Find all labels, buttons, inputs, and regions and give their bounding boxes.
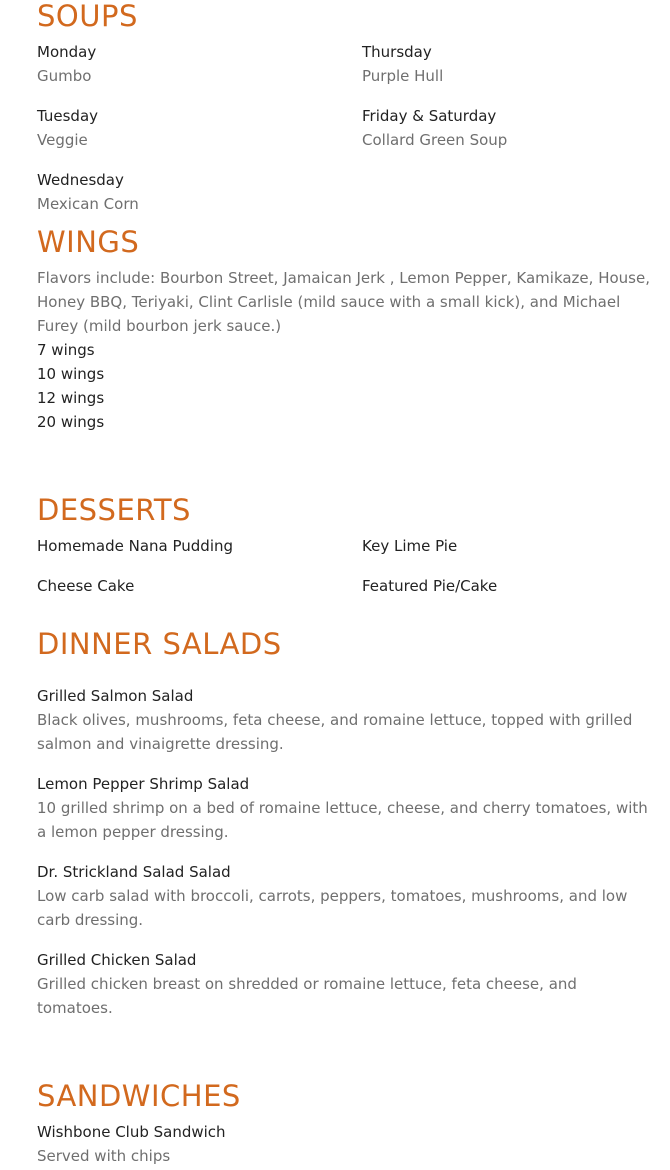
soup-day: Wednesday (37, 171, 124, 189)
soup-name: Gumbo (37, 67, 92, 85)
wings-size-20: 20 wings (37, 413, 105, 431)
dessert-item: Featured Pie/Cake (362, 577, 498, 595)
soup-day: Friday & Saturday (362, 107, 497, 125)
dessert-item: Cheese Cake (37, 577, 135, 595)
wings-size-12: 12 wings (37, 389, 105, 407)
salad-name: Grilled Salmon Salad (37, 687, 194, 705)
wings-heading: WINGS (37, 225, 140, 259)
wings-size-10: 10 wings (37, 365, 105, 383)
dinner-salads-heading: DINNER SALADS (37, 627, 282, 661)
wings-size-7: 7 wings (37, 341, 95, 359)
salad-item-lemon-pepper-shrimp (37, 772, 652, 844)
soup-name: Purple Hull (362, 67, 444, 85)
soup-item-tuesday (37, 104, 347, 152)
salad-item-dr-strickland (37, 860, 652, 932)
soup-item-friday-saturday (362, 104, 662, 152)
salad-item-grilled-chicken (37, 948, 652, 1020)
soup-item-thursday (362, 40, 662, 88)
soup-name: Mexican Corn (37, 195, 139, 213)
soup-name: Collard Green Soup (362, 131, 508, 149)
salad-description: Black olives, mushrooms, feta cheese, and romaine lettuce, topped with grilled salmon and vinaigrette dressing. (37, 711, 633, 753)
salad-description: 10 grilled shrimp on a bed of romaine lettuce, cheese, and cherry tomatoes, with a lemon pepper dressing. (37, 799, 648, 841)
sandwich-item-wishbone-club (37, 1120, 652, 1168)
soups-heading: SOUPS (37, 0, 138, 33)
sandwich-name: Wishbone Club Sandwich (37, 1123, 226, 1141)
desserts-heading: DESSERTS (37, 493, 191, 527)
wings-flavors: Flavors include: Bourbon Street, Jamaican Jerk , Lemon Pepper, Kamikaze, House, Honey BBQ, Teriyaki, Clint Carlisle (mild sauce with a small kick), and Michael Furey (mild bourbon jerk sauce.) (37, 269, 650, 335)
soup-name: Veggie (37, 131, 88, 149)
salad-description: Low carb salad with broccoli, carrots, peppers, tomatoes, mushrooms, and low carb dressing. (37, 887, 628, 929)
soup-day: Monday (37, 43, 97, 61)
sandwich-description: Served with chips (37, 1147, 171, 1165)
soup-day: Thursday (362, 43, 432, 61)
dessert-item: Homemade Nana Pudding (37, 537, 234, 555)
dessert-item: Key Lime Pie (362, 537, 458, 555)
soup-day: Tuesday (37, 107, 99, 125)
sandwiches-heading: SANDWICHES (37, 1079, 241, 1113)
salad-name: Dr. Strickland Salad Salad (37, 863, 231, 881)
salad-description: Grilled chicken breast on shredded or romaine lettuce, feta cheese, and tomatoes. (37, 975, 577, 1017)
soup-item-wednesday (37, 168, 347, 216)
soup-item-monday (37, 40, 347, 88)
salad-item-grilled-salmon (37, 684, 652, 756)
salad-name: Grilled Chicken Salad (37, 951, 197, 969)
salad-name: Lemon Pepper Shrimp Salad (37, 775, 250, 793)
